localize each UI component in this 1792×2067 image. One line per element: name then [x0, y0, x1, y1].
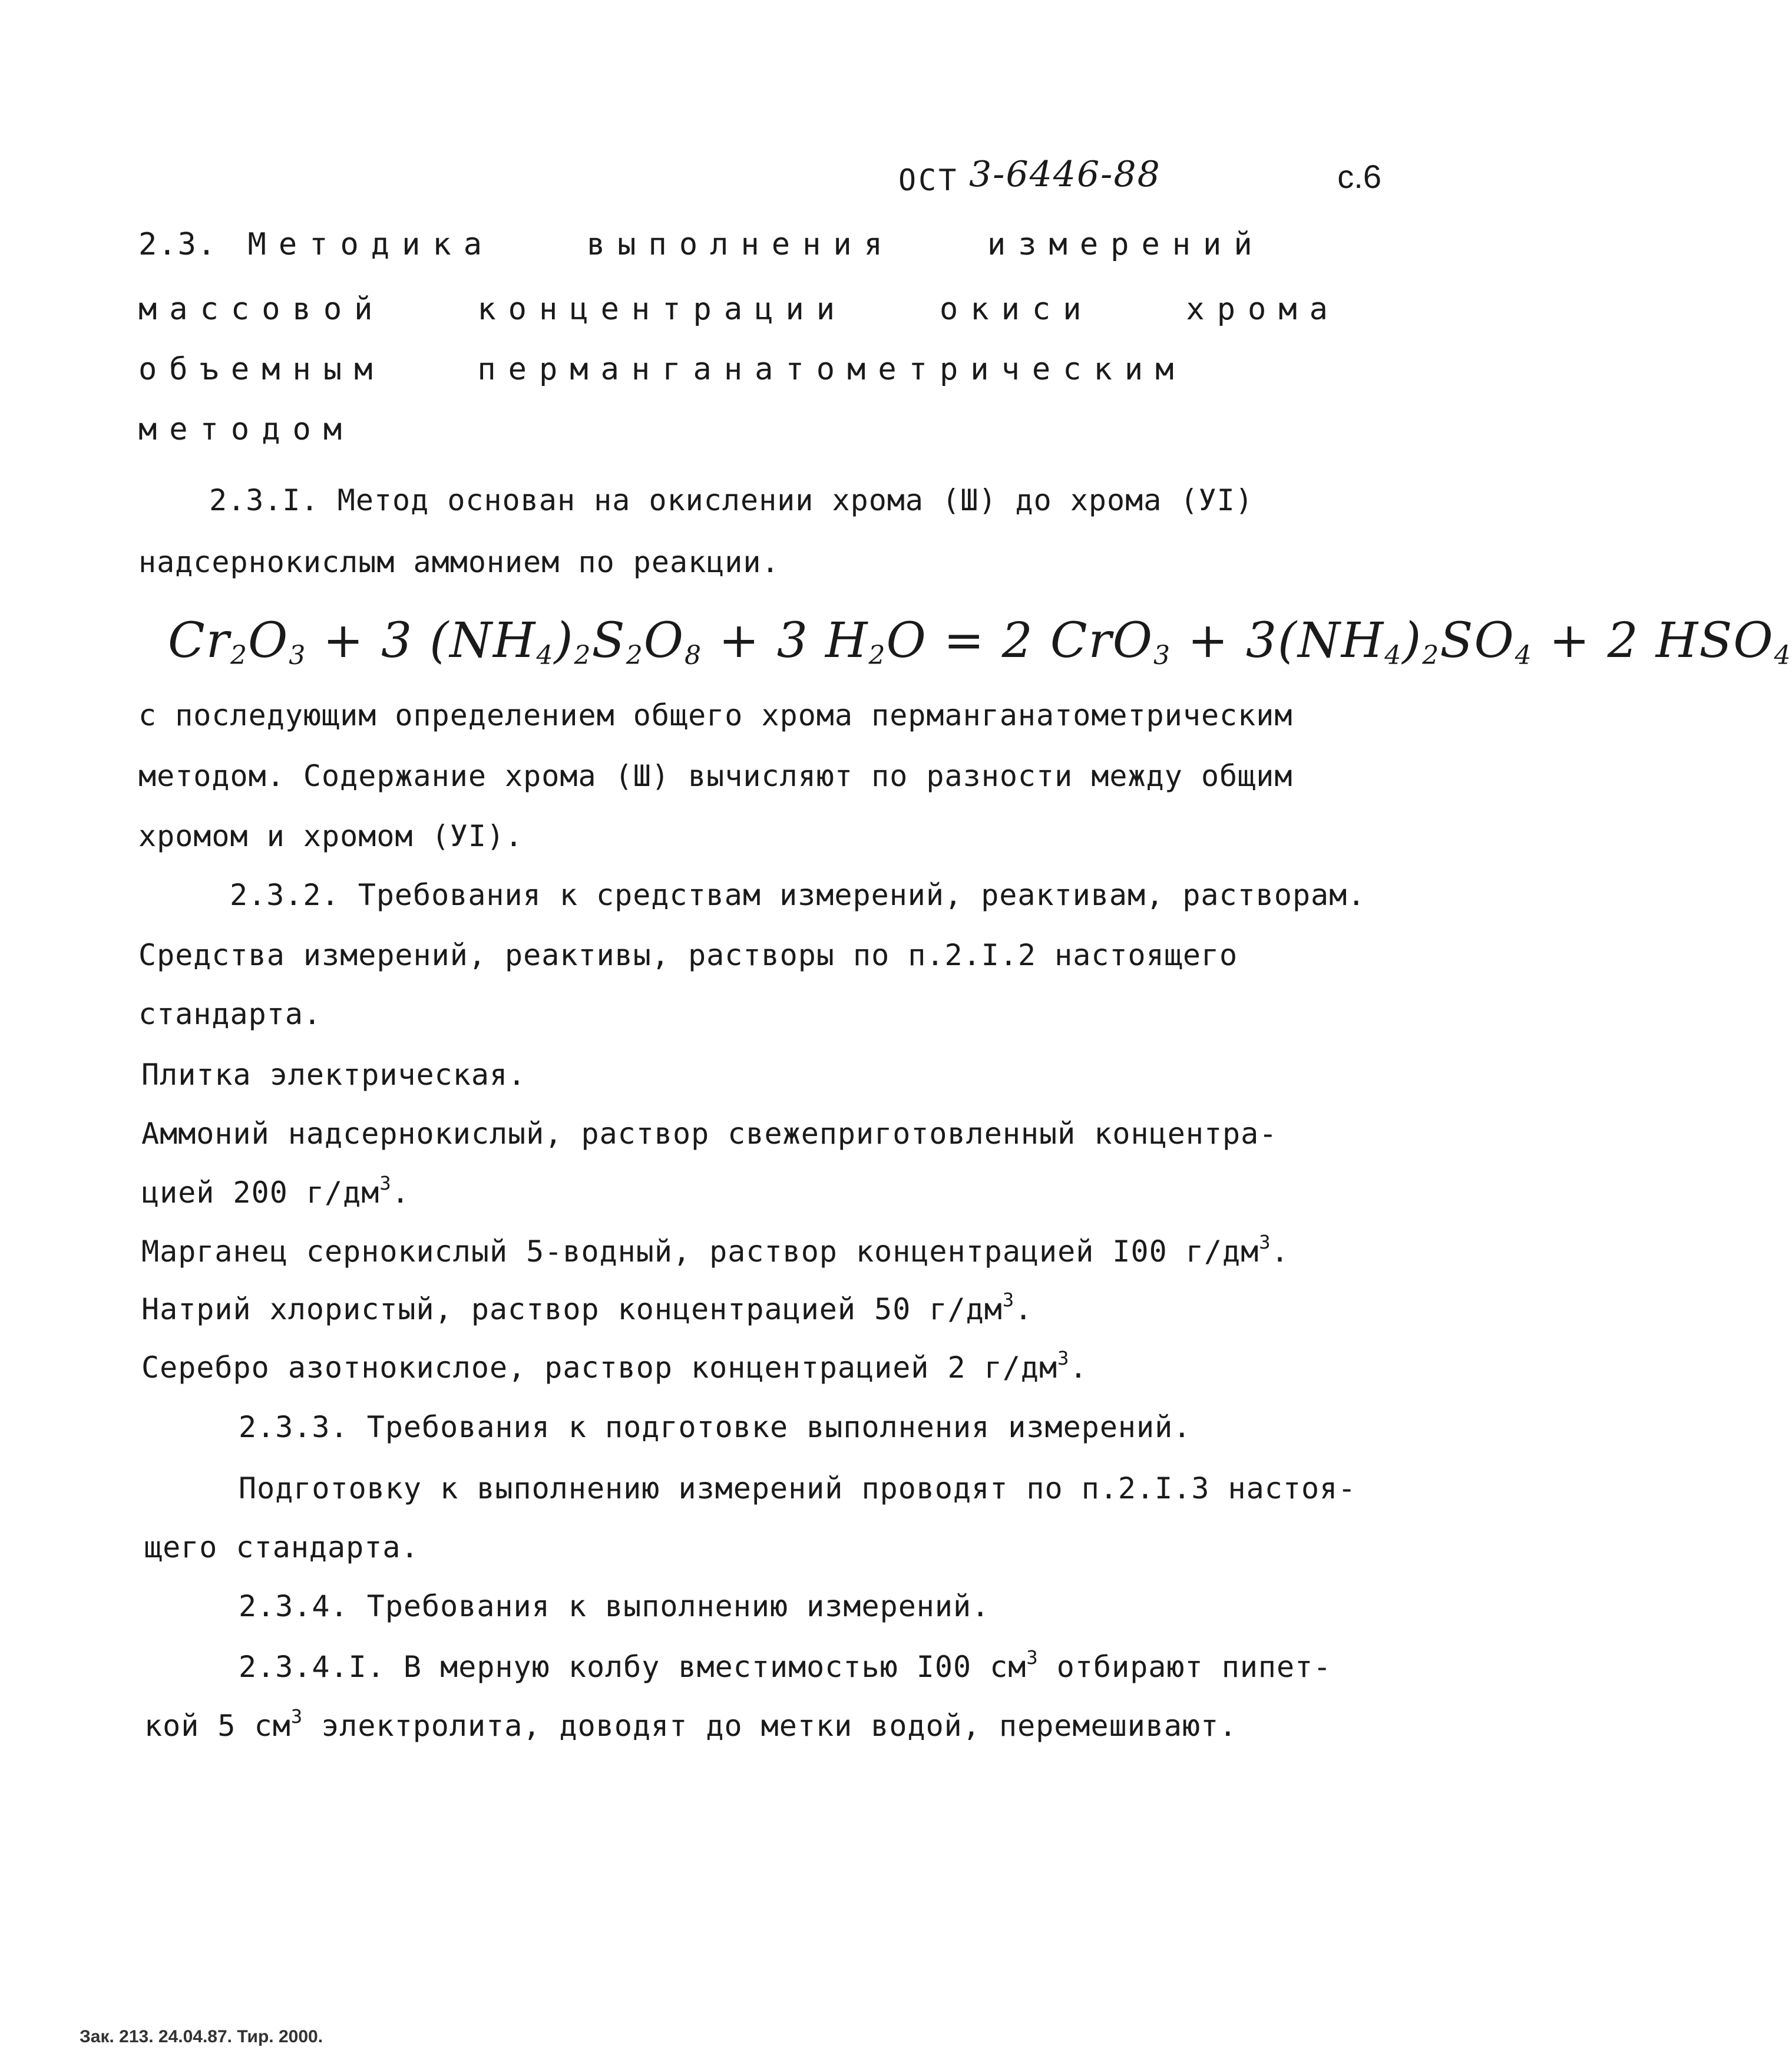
section-number: 2.3.	[138, 227, 217, 262]
standard-label: ОСТ	[898, 163, 959, 197]
reaction-formula: $Cr_2O_3 + 3$ $(NH_4)_2S_2O_8 + 3$ $H_2O = 2$ $CrO_3 + 3(NH_4)_2SO_4 + 2$ $HSO_4$	[168, 613, 1792, 671]
heading-text-1: Методика выполнения измерений	[247, 227, 1265, 262]
p-2-3-2-line-8: Натрий хлористый, раствор концентрацией 50 $г/дм^3$.	[141, 1289, 1033, 1326]
p-2-3-3-line-2: Подготовку к выполнению измерений проводят по п.2.I.3 настоя-	[239, 1471, 1357, 1505]
p-2-3-2-line-3: стандарта.	[138, 997, 322, 1031]
p-2-3-2-line-1: 2.3.2. Требования к средствам измерений, реактивам, растворам.	[230, 878, 1366, 912]
p-2-3-1-line-2: надсернокислым аммонием по реакции.	[138, 545, 780, 579]
p-after-formula-line-2: методом. Содержание хрома (Ш) вычисляют по разности между общим	[138, 759, 1293, 793]
heading-line-4: методом	[138, 412, 355, 447]
page-number: с.6	[1337, 158, 1381, 195]
p-after-formula-line-1: с последующим определением общего хрома перманганатометрическим	[138, 698, 1293, 732]
p-2-3-2-line-5: Аммоний надсернокислый, раствор свежеприготовленный концентра-	[141, 1117, 1278, 1151]
p-2-3-4-line-1: 2.3.4. Требования к выполнению измерений.	[239, 1589, 990, 1623]
p-2-3-2-line-7: Марганец сернокислый 5-водный, раствор концентрацией I00 $г/дм^3$.	[141, 1231, 1290, 1269]
p-2-3-2-line-9: Серебро азотнокислое, раствор концентрацией 2 $г/дм^3$.	[141, 1347, 1088, 1385]
p-2-3-2-line-6: цией 200 $г/дм^3$.	[141, 1172, 410, 1210]
heading-line-1	[138, 227, 1265, 262]
p-2-3-2-line-4: Плитка электрическая.	[141, 1058, 527, 1092]
p-2-3-3-line-1: 2.3.3. Требования к подготовке выполнения измерений.	[239, 1410, 1192, 1444]
print-footer: Зак. 213. 24.04.87. Тир. 2000.	[80, 2027, 323, 2046]
p-2-3-1-line-1: 2.3.I. Метод основан на окислении хрома (Ш) до хрома (УI)	[209, 483, 1254, 517]
p-after-formula-line-3: хромом и хромом (УI).	[138, 819, 524, 853]
heading-line-3: объемным перманганатометрическим	[138, 352, 1186, 387]
p-2-3-4-1-line-1: 2.3.4.I. В мерную колбу вместимостью I00 $см^3$ отбирают пипет-	[239, 1646, 1332, 1684]
heading-line-2: массовой концентрации окиси хрома	[138, 292, 1340, 327]
p-2-3-2-line-2: Средства измерений, реактивы, растворы по п.2.I.2 настоящего	[138, 938, 1238, 972]
p-2-3-3-line-3: щего стандарта.	[144, 1530, 419, 1564]
p-2-3-4-1-line-2: кой 5 $см^3$ электролита, доводят до метки водой, перемешивают.	[144, 1705, 1238, 1743]
standard-number: 3-6446-88	[969, 154, 1161, 195]
page-header	[892, 150, 1381, 209]
